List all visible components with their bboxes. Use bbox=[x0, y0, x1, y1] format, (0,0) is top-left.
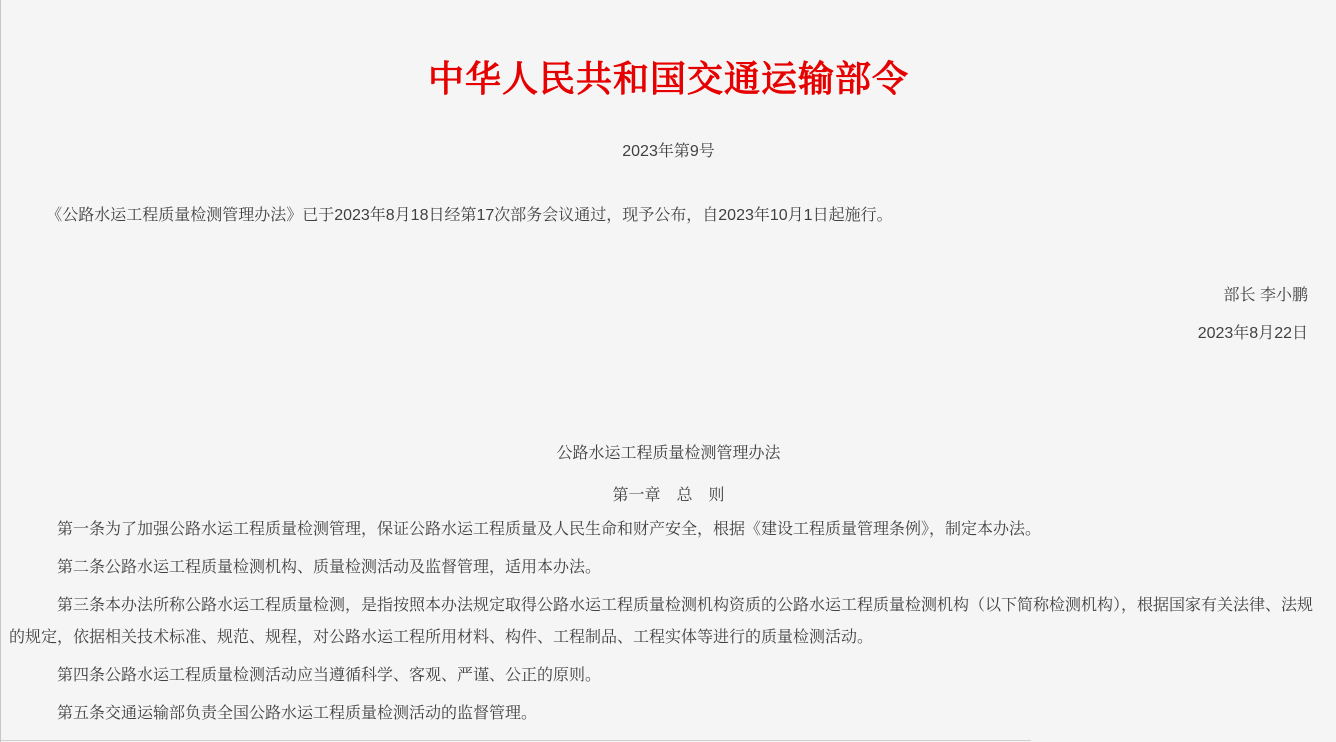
articles-section bbox=[1, 514, 1336, 730]
regulation-title: 公路水运工程质量检测管理办法 bbox=[556, 445, 781, 462]
article-2: 第二条公路水运工程质量检测机构、质量检测活动及监督管理，适用本办法。 bbox=[57, 559, 602, 576]
article-3: 第三条本办法所称公路水运工程质量检测，是指按照本办法规定取得公路水运工程质量检测机构资质的公路水运工程质量检测机构（以下简称检测机构），根据国家有关法律、法规的规定，依据相关技术标准、规范、规程，对公路水运工程所用材料、构件、工程制品、工程实体等进行的质量检测活动。 bbox=[9, 597, 1314, 646]
minister-signature: 部长 李小鹏 bbox=[1223, 287, 1308, 304]
bottom-divider bbox=[1, 740, 1031, 741]
issue-number: 2023年第9号 bbox=[622, 143, 715, 160]
article-1: 第一条为了加强公路水运工程质量检测管理，保证公路水运工程质量及人民生命和财产安全，根据《建设工程质量管理条例》，制定本办法。 bbox=[57, 521, 1042, 538]
chapter-heading: 第一章 总 则 bbox=[612, 487, 725, 504]
decree-title: 中华人民共和国交通运输部令 bbox=[427, 58, 909, 99]
announcement-paragraph: 《公路水运工程质量检测管理办法》已于2023年8月18日经第17次部务会议通过，现予公布，自2023年10月1日起施行。 bbox=[46, 207, 893, 224]
article-4: 第四条公路水运工程质量检测活动应当遵循科学、客观、严谨、公正的原则。 bbox=[57, 667, 602, 684]
article-5: 第五条交通运输部负责全国公路水运工程质量检测活动的监督管理。 bbox=[57, 705, 538, 722]
signature-date: 2023年8月22日 bbox=[1197, 325, 1308, 342]
